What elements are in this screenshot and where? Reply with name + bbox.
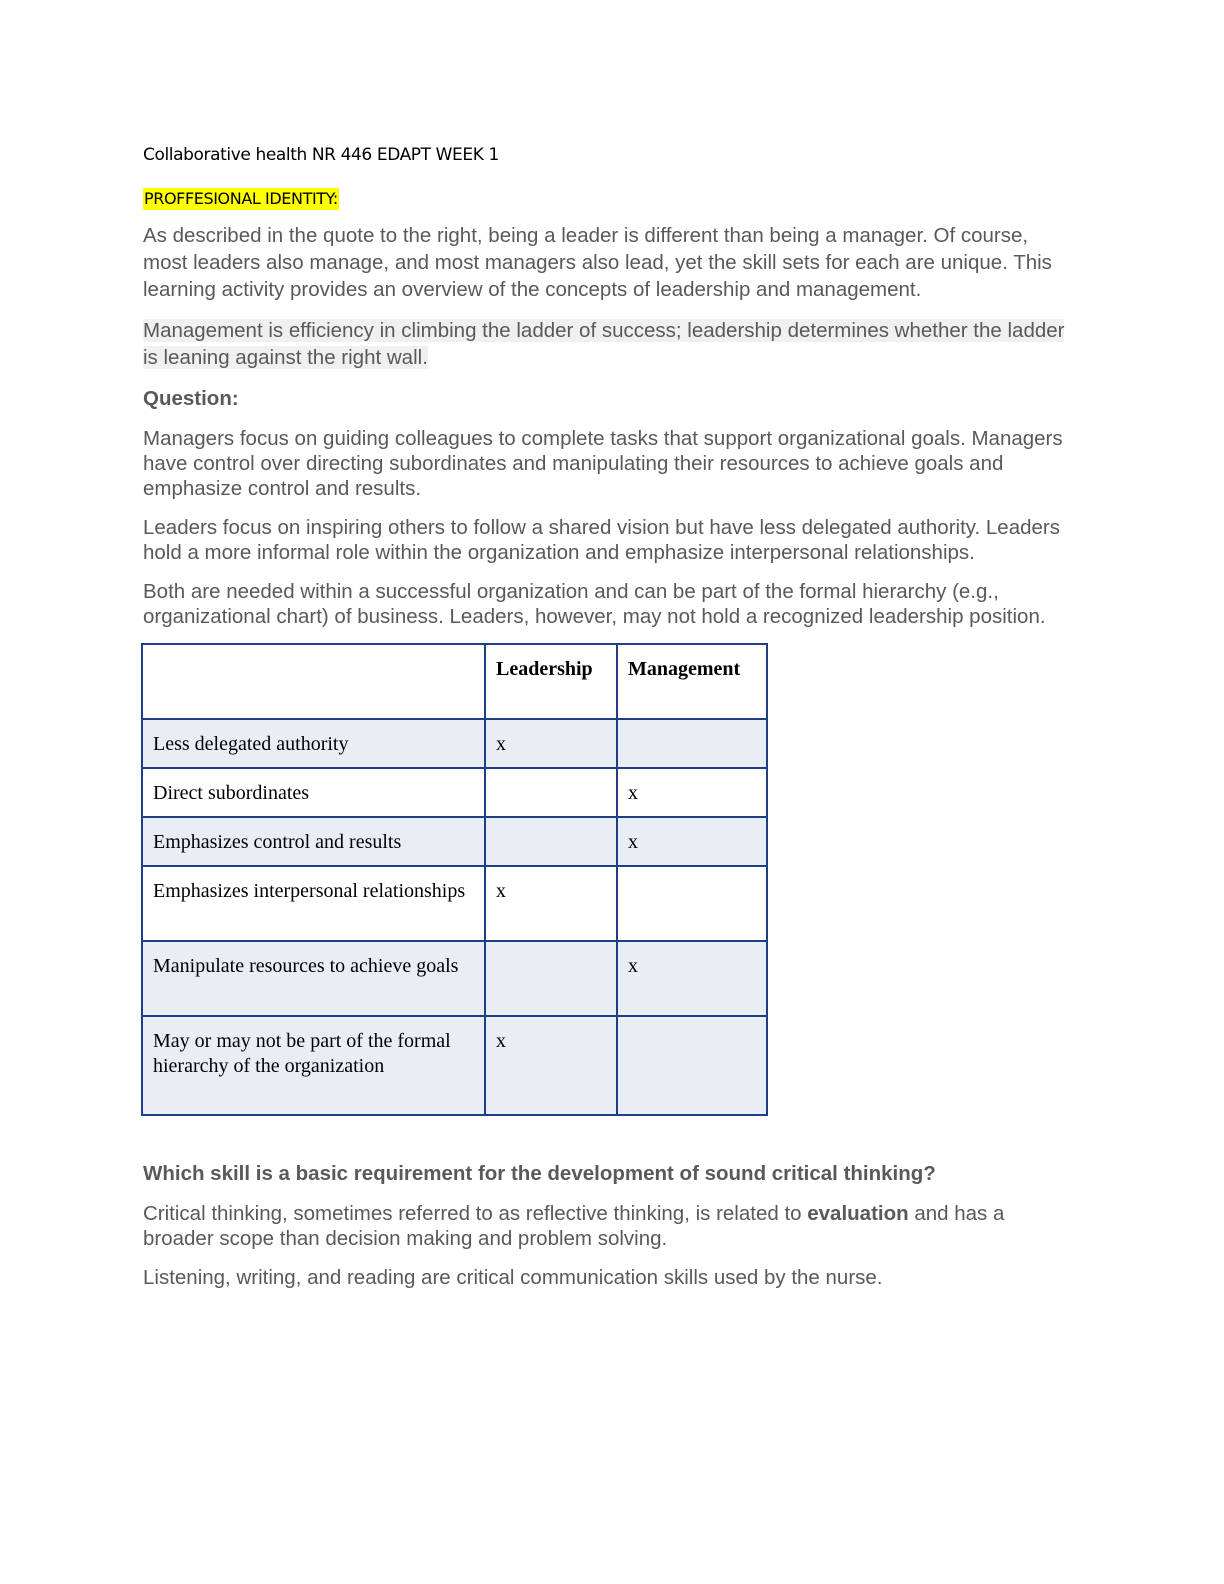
leadership-cell: x [485,719,617,768]
table-row [142,817,767,866]
management-cell: x [617,768,767,817]
skill-question: Which skill is a basic requirement for the development of sound critical thinking? [143,1162,936,1185]
row-label: Direct subordinates [142,768,485,817]
leadership-management-table [141,643,768,1116]
critical-thinking-before: Critical thinking, sometimes referred to as reflective thinking, is related to [143,1202,808,1225]
management-cell [617,1016,767,1115]
row-label: Emphasizes interpersonal relationships [142,866,485,941]
critical-thinking-emphasis: evaluation [807,1202,909,1225]
management-cell [617,866,767,941]
row-label: Less delegated authority [142,719,485,768]
management-cell: x [617,941,767,1016]
critical-thinking-after: and has a broader scope than decision making and problem solving. [143,1202,1005,1250]
question-label: Question: [143,387,239,410]
quote-block [143,317,1068,371]
intro-paragraph: As described in the quote to the right, being a leader is different than being a manager. Of course, most leaders also manage, and most managers also lead, yet the skill sets for each are unique. This learning activity provides an overview of the concepts of leadership and management. [143,224,1052,301]
quote-text: Management is efficiency in climbing the ladder of success; leadership determines whether the ladder is leaning against the right wall. [143,319,1065,369]
table-header-leadership: Leadership [485,644,617,719]
table-row [142,719,767,768]
document-title: Collaborative health NR 446 EDAPT WEEK 1 [143,145,499,165]
leadership-cell [485,768,617,817]
row-label: Emphasizes control and results [142,817,485,866]
table-header-management: Management [617,644,767,719]
document-page [143,142,1068,1304]
section-label: PROFFESIONAL IDENTITY: [144,189,338,208]
table-row [142,866,767,941]
table-header-blank [142,644,485,719]
section-label-row [143,188,1068,222]
listening-paragraph: Listening, writing, and reading are critical communication skills used by the nurse. [143,1266,883,1289]
critical-thinking-paragraph [143,1201,1068,1251]
leadership-cell: x [485,866,617,941]
table-header-row [142,644,767,719]
leadership-cell: x [485,1016,617,1115]
leaders-paragraph: Leaders focus on inspiring others to follow a shared vision but have less delegated authority. Leaders hold a more informal role within the organization and emphasize interpersonal relationships. [143,516,1060,564]
leadership-cell [485,941,617,1016]
row-label: May or may not be part of the formal hierarchy of the organization [142,1016,485,1115]
managers-paragraph: Managers focus on guiding colleagues to complete tasks that support organizational goals. Managers have control over directing subordinates and manipulating their resources to achieve goals and emphasize control and results. [143,427,1063,500]
management-cell [617,719,767,768]
leadership-cell [485,817,617,866]
row-label: Manipulate resources to achieve goals [142,941,485,1016]
management-cell: x [617,817,767,866]
both-paragraph: Both are needed within a successful organization and can be part of the formal hierarchy (e.g., organizational chart) of business. Leaders, however, may not hold a recognized leadership position. [143,580,1046,628]
table-row [142,941,767,1016]
table-row [142,768,767,817]
table-row [142,1016,767,1115]
